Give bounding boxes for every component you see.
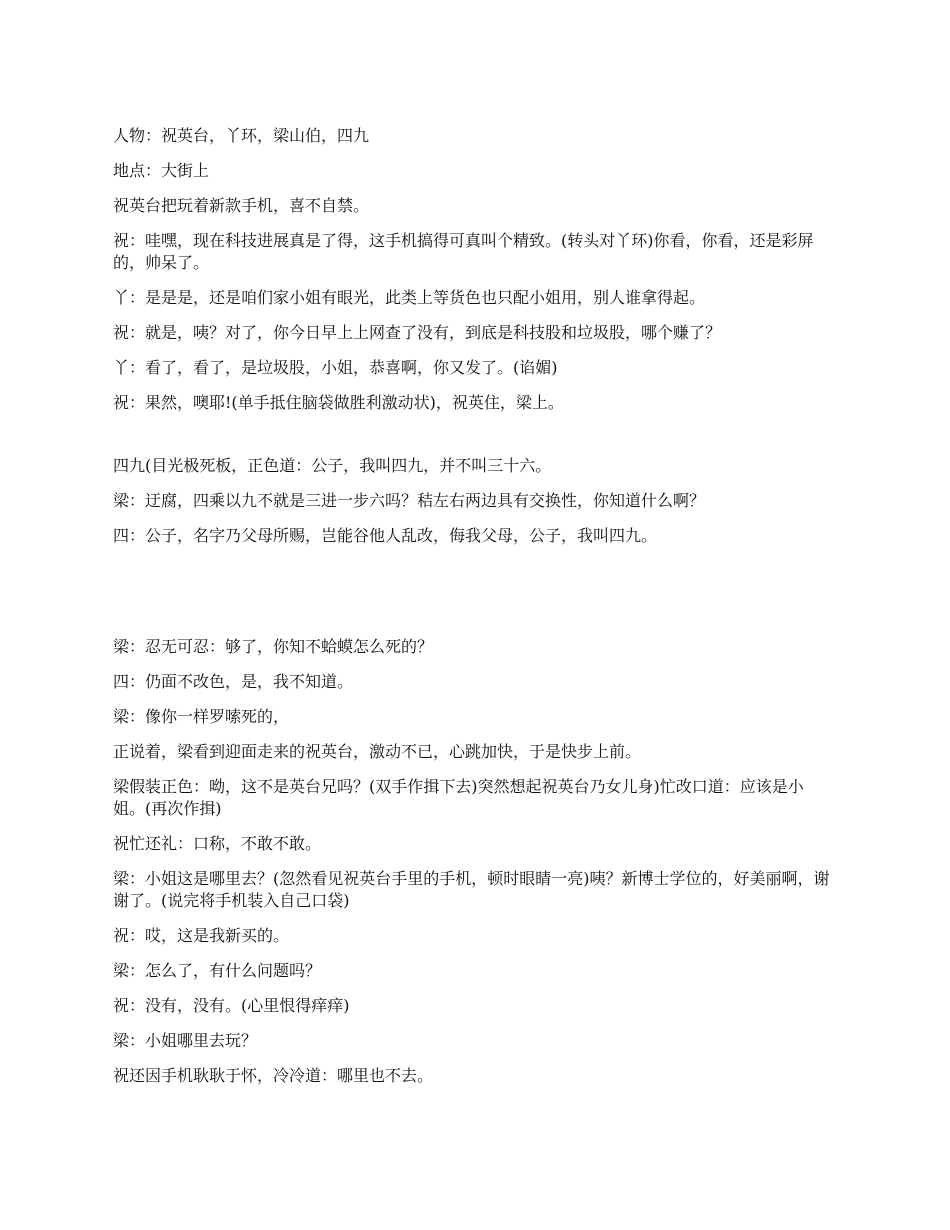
dialogue-line: 祝：哇嘿，现在科技进展真是了得，这手机搞得可真叫个精致。(转头对丫环)你看，你看，还是彩屏的，帅呆了。 (113, 231, 814, 272)
dialogue-line: 四：仍面不改色，是，我不知道。 (113, 672, 354, 691)
stage-direction: 正说着，梁看到迎面走来的祝英台，激动不已，心跳加快，于是快步上前。 (113, 742, 642, 761)
dialogue-line: 梁：怎么了，有什么问题吗？ (113, 961, 322, 980)
section-spacer (113, 427, 833, 455)
dialogue-line: 梁：小姐这是哪里去？(忽然看见祝英台手里的手机，顿时眼睛一亮)咦？新博士学位的，好美丽啊，谢谢了。(说完将手机装入自己口袋) (113, 869, 830, 910)
dialogue-line: 祝还因手机耿耿于怀，冷冷道：哪里也不去。 (113, 1066, 434, 1085)
location-line: 地点：大街上 (113, 161, 210, 180)
dialogue-line: 祝：没有，没有。(心里恨得痒痒) (113, 996, 350, 1015)
dialogue-line: 祝：就是，咦？对了，你今日早上上网查了没有，到底是科技股和垃圾股，哪个赚了？ (113, 323, 722, 342)
characters-line: 人物：祝英台，丫环，梁山伯，四九 (113, 126, 370, 145)
dialogue-line: 祝：哎，这是我新买的。 (113, 926, 290, 945)
dialogue-line: 梁：小姐哪里去玩？ (113, 1031, 258, 1050)
dialogue-line: 丫：是是是，还是咱们家小姐有眼光，此类上等货色也只配小姐用，别人谁拿得起。 (113, 288, 706, 307)
dialogue-line: 梁：迂腐，四乘以九不就是三进一步六吗？秸左右两边具有交换性，你知道什么啊？ (113, 491, 706, 510)
dialogue-line: 梁：忍无可忍：够了，你知不蛤蟆怎么死的？ (113, 637, 434, 656)
dialogue-line: 四：公子，名字乃父母所赐，岂能谷他人乱改，侮我父母，公子，我叫四九。 (113, 526, 658, 545)
dialogue-line: 梁假装正色：呦，这不是英台兄吗？(双手作揖下去)突然想起祝英台乃女儿身)忙改口道：应该是小姐。(再次作揖) (113, 777, 804, 818)
section-spacer (113, 560, 833, 636)
dialogue-line: 丫：看了，看了，是垃圾股，小姐，恭喜啊，你又发了。(谄媚) (113, 358, 558, 377)
dialogue-line: 四九(目光极死板，正色道：公子，我叫四九，并不叫三十六。 (113, 456, 552, 475)
dialogue-line: 梁：像你一样罗嗦死的， (113, 707, 290, 726)
document-page (113, 125, 833, 1100)
dialogue-line: 祝：果然，噢耶!(单手抵住脑袋做胜利激动状)，祝英住，梁上。 (113, 393, 564, 412)
stage-direction: 祝英台把玩着新款手机，喜不自禁。 (113, 196, 370, 215)
dialogue-line: 祝忙还礼：口称，不敢不敢。 (113, 834, 322, 853)
